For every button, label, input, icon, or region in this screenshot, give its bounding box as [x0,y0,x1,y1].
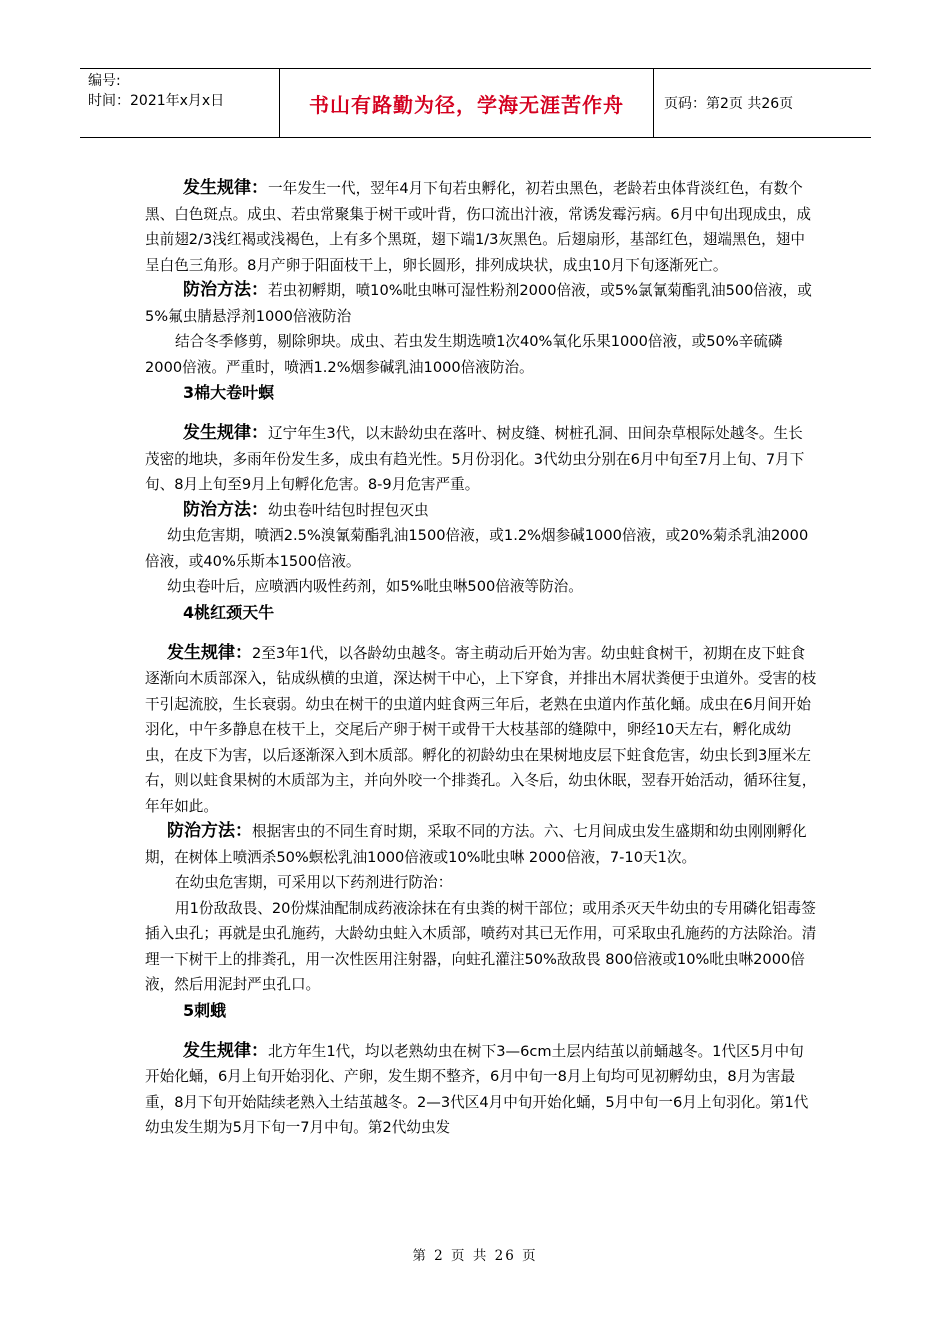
method-text: 根据害虫的不同生育时期，采取不同的方法。六、七月间成虫发生盛期和幼虫刚刚孵化期，在树体上喷洒杀50%螟松乳油1000倍液或10%吡虫啉 2000倍液，7-10天1次。 [145,823,807,866]
rule-label: 发生规律： [183,423,268,443]
rule-text: 北方年生1代，均以老熟幼虫在树下3—6cm土层内结茧以前蛹越冬。1代区5月中旬开始化蛹，6月上旬开始羽化、产卵，发生期不整齐，6月中旬一8月上旬均可见初孵幼虫，8月为害最重，8月下旬开始陆续老熟入土结茧越冬。2—3代区4月中旬开始化蛹，5月中旬一6月上旬羽化。第1代幼虫发生期为5月下旬一7月中旬。第2代幼虫发 [145,1042,809,1136]
section-heading: 3棉大卷叶螟 [183,383,275,402]
header-meta [80,69,280,137]
method-text: 幼虫卷叶结包时捏包灭虫 [268,501,429,519]
extra-paragraph: 用1份敌敌畏、20份煤油配制成药液涂抹在有虫粪的树干部位；或用杀灭天牛幼虫的专用磷化铝毒签插入虫孔；再就是虫孔施药，大龄幼虫蛀入木质部，喷药对其已无作用，可采取虫孔施药的方法除治。清理一下树干上的排粪孔，用一次性医用注射器，向蛀孔灌注50%敌敌畏 800倍液或10%吡虫啉2000倍液，然后用泥封严虫孔口。 [145,899,817,993]
rule-paragraph [145,641,817,820]
document-time: 时间：2021年x月x日 [88,93,225,109]
page-footer: 第 2 页 共 26 页 [412,1248,538,1264]
extra-paragraph: 结合冬季修剪，剔除卵块。成虫、若虫发生期选喷1次40%氧化乐果1000倍液，或50%辛硫磷2000倍液。严重时，喷洒1.2%烟参碱乳油1000倍液防治。 [145,333,783,376]
method-label: 防治方法： [167,821,252,841]
extra-paragraph: 幼虫危害期，喷洒2.5%溴氰菊酯乳油1500倍液，或1.2%烟参碱1000倍液，或20%菊杀乳油2000倍液，或40%乐斯本1500倍液。 [145,527,809,570]
rule-label: 发生规律： [183,1040,268,1061]
rule-paragraph [145,176,817,278]
document-number-label: 编号: [88,73,121,89]
rule-text: 2至3年1代，以各龄幼虫越冬。寄主萌动后开始为害。幼虫蛀食树干，初期在皮下蛀食逐渐向木质部深入，钻成纵横的虫道，深达树干中心，上下穿食，并排出木屑状粪便于虫道外。受害的枝干引起流胶，生长衰弱。幼虫在树干的虫道内蛀食两三年后，老熟在虫道内作茧化蛹。成虫在6月间开始羽化，中午多静息在枝干上，交尾后产卵于树干或骨干大枝基部的缝隙中，卵经10天左右，孵化成幼虫，在皮下为害，以后逐渐深入到木质部。孵化的初龄幼虫在果树地皮层下蛀食危害，幼虫长到3厘米左右，则以蛀食果树的木质部为主，并向外咬一个排粪孔。入冬后，幼虫休眠，翌春开始活动，循环往复，年年如此。 [145,644,817,815]
method-paragraph [145,498,817,524]
rule-text: 辽宁年生3代，以末龄幼虫在落叶、树皮缝、树桩孔洞、田间杂草根际处越冬。生长茂密的地块，多雨年份发生多，成虫有趋光性。5月份羽化。3代幼虫分别在6月中旬至7月上旬、7月下旬、8月上旬至9月上旬孵化危害。8-9月危害严重。 [145,425,805,493]
section-heading: 4桃红颈天牛 [183,602,275,622]
method-label: 防治方法： [183,280,268,300]
page-header [80,68,871,138]
rule-label: 发生规律： [167,642,252,663]
method-paragraph [145,819,817,870]
section-heading: 5刺蛾 [183,1000,227,1020]
rule-label: 发生规律： [183,178,268,198]
extra-paragraph: 幼虫卷叶后，应喷洒内吸性药剂，如5%吡虫啉500倍液等防治。 [167,578,583,595]
header-motto: 书山有路勤为径，学海无涯苦作舟 [309,92,624,117]
rule-text: 一年发生一代，翌年4月下旬若虫孵化，初若虫黑色，老龄若虫体背淡红色，有数个黑、白色斑点。成虫、若虫常聚集于树干或叶背，伤口流出汁液，常诱发霉污病。6月中旬出现成虫，成虫前翅2/3浅红褐或浅褐色，上有多个黑斑，翅下端1/3灰黑色。后翅扇形，基部红色，翅端黑色，翅中呈白色三角形。8月产卵于阳面枝干上，卵长圆形，排列成块状，成虫10月下旬逐渐死亡。 [145,180,812,274]
method-label: 防治方法： [183,499,268,520]
extra-paragraph: 在幼虫危害期，可采用以下药剂进行防治： [175,874,453,891]
header-page-info: 页码：第2页 共26页 [664,96,794,112]
header-motto-cell [280,69,654,137]
method-text: 若虫初孵期，喷10%吡虫啉可湿性粉剂2000倍液，或5%氯氰菊酯乳油500倍液，或5%氟虫腈悬浮剂1000倍液防治 [145,282,812,325]
rule-paragraph [145,421,817,498]
document-body [145,176,817,1141]
method-paragraph [145,278,817,329]
header-page-cell [654,69,871,137]
rule-paragraph [145,1039,817,1141]
